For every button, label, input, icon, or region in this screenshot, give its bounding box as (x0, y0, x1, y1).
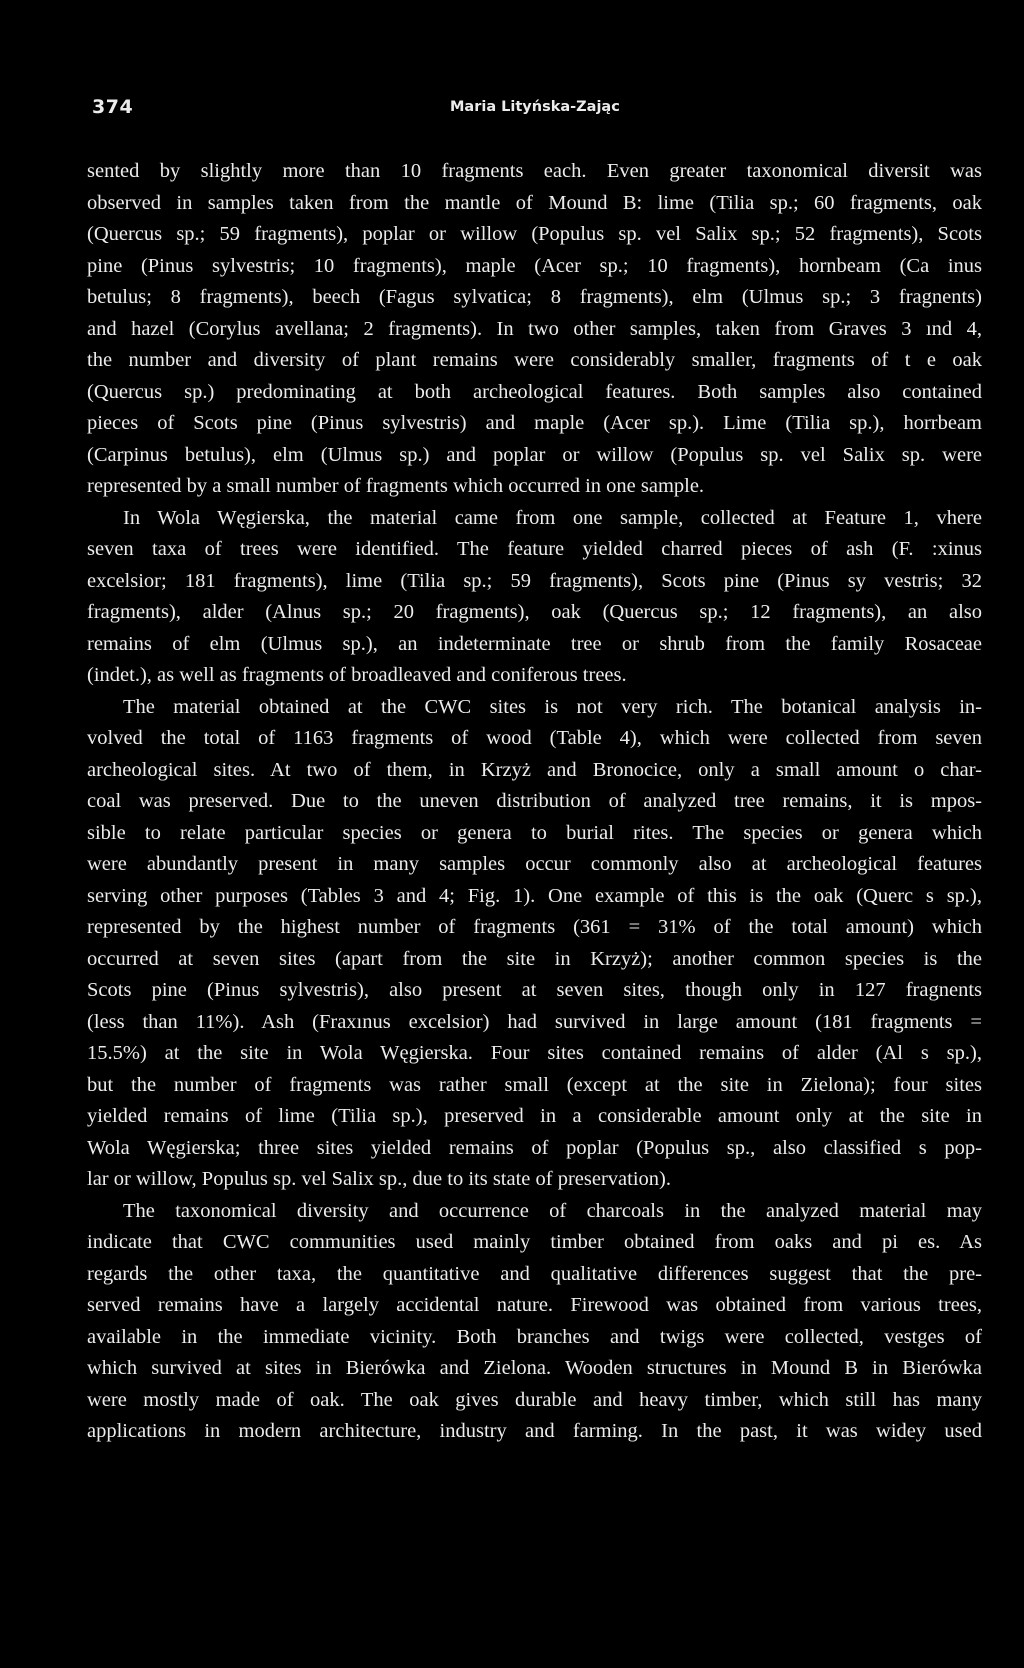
text-line: but the number of fragments was rather small (except at the site in Zielona); four sites (87, 1073, 982, 1096)
text-line: The taxonomical diversity and occurrence of charcoals in the analyzed material may (123, 1199, 982, 1222)
text-line: 15.5%) at the site in Wola Węgierska. Four sites contained remains of alder (Al s sp.), (87, 1042, 982, 1064)
running-head: Maria Lityńska-Zając (450, 99, 620, 115)
text-line: applications in modern architecture, industry and farming. In the past, it was widey used (87, 1420, 982, 1442)
text-line: sible to relate particular species or genera to burial rites. The species or genera which (87, 821, 982, 844)
text-line: In Wola Węgierska, the material came from one sample, collected at Feature 1, vhere (123, 506, 982, 529)
text-line: which survived at sites in Bierówka and Zielona. Wooden structures in Mound B in Bierówka (87, 1357, 982, 1379)
text-line: represented by a small number of fragments which occurred in one sample. (87, 475, 705, 497)
body-text (87, 156, 982, 1448)
text-line: yielded remains of lime (Tilia sp.), preserved in a considerable amount only at the site in (87, 1105, 982, 1127)
text-line: observed in samples taken from the mantle of Mound B: lime (Tilia sp.; 60 fragments, oak (87, 191, 982, 214)
text-line: remains of elm (Ulmus sp.), an indeterminate tree or shrub from the family Rosaceae (87, 632, 982, 655)
page-header (92, 96, 956, 126)
text-line: represented by the highest number of fragments (361 = 31% of the total amount) which (87, 916, 982, 938)
text-line: pine (Pinus sylvestris; 10 fragments), maple (Acer sp.; 10 fragments), hornbeam (Ca inus (87, 254, 982, 277)
text-line: pieces of Scots pine (Pinus sylvestris) and maple (Acer sp.). Lime (Tilia sp.), horrbeam (87, 412, 982, 434)
text-line: betulus; 8 fragments), beech (Fagus sylvatica; 8 fragments), elm (Ulmus sp.; 3 fragnents) (87, 286, 982, 308)
text-line: were abundantly present in many samples occur commonly also at archeological features (87, 853, 982, 875)
text-line: (Carpinus betulus), elm (Ulmus sp.) and poplar or willow (Populus sp. vel Salix sp. were (87, 443, 982, 466)
text-line: The material obtained at the CWC sites is not very rich. The botanical analysis in- (123, 695, 982, 718)
text-line: (indet.), as well as fragments of broadleaved and coniferous trees. (87, 664, 627, 686)
text-line: the number and diversity of plant remains were considerably smaller, fragments of t e oak (87, 349, 982, 371)
text-line: sented by slightly more than 10 fragments each. Even greater taxonomical diversit was (87, 160, 982, 182)
text-line: were mostly made of oak. The oak gives durable and heavy timber, which still has many (87, 1388, 982, 1411)
text-line: (Quercus sp.; 59 fragments), poplar or willow (Populus sp. vel Salix sp.; 52 fragments), Scots (87, 223, 982, 245)
text-line: serving other purposes (Tables 3 and 4; Fig. 1). One example of this is the oak (Querc s sp.), (87, 884, 982, 907)
text-line: available in the immediate vicinity. Both branches and twigs were collected, vestges of (87, 1325, 982, 1348)
text-line: and hazel (Corylus avellana; 2 fragments). In two other samples, taken from Graves 3 ınd 4, (87, 317, 982, 340)
text-line: (Quercus sp.) predominating at both archeological features. Both samples also contained (87, 380, 982, 403)
text-line: volved the total of 1163 fragments of wood (Table 4), which were collected from seven (87, 727, 982, 749)
text-line: occurred at seven sites (apart from the site in Krzyż); another common species is the (87, 947, 982, 970)
text-line: excelsior; 181 fragments), lime (Tilia sp.; 59 fragments), Scots pine (Pinus sy vestris; 32 (87, 569, 982, 592)
text-line: coal was preserved. Due to the uneven distribution of analyzed tree remains, it is mpos- (87, 790, 982, 812)
text-line: served remains have a largely accidental nature. Firewood was obtained from various trees, (87, 1294, 982, 1316)
text-line: indicate that CWC communities used mainly timber obtained from oaks and pi es. As (87, 1231, 982, 1253)
text-line: lar or willow, Populus sp. vel Salix sp., due to its state of preservation). (87, 1168, 671, 1190)
text-line: seven taxa of trees were identified. The feature yielded charred pieces of ash (F. :xinus (87, 538, 982, 560)
text-line: regards the other taxa, the quantitative and qualitative differences suggest that the pre- (87, 1262, 982, 1285)
page-number: 374 (92, 96, 134, 118)
text-line: fragments), alder (Alnus sp.; 20 fragments), oak (Quercus sp.; 12 fragments), an also (87, 601, 982, 623)
text-line: Wola Węgierska; three sites yielded remains of poplar (Populus sp., also classified s pop- (87, 1136, 982, 1159)
text-line: (less than 11%). Ash (Fraxınus excelsior) had survived in large amount (181 fragments = (87, 1010, 982, 1033)
text-line: archeological sites. At two of them, in Krzyż and Bronocice, only a small amount o char- (87, 758, 982, 781)
text-line: Scots pine (Pinus sylvestris), also present at seven sites, though only in 127 fragnents (87, 979, 982, 1001)
